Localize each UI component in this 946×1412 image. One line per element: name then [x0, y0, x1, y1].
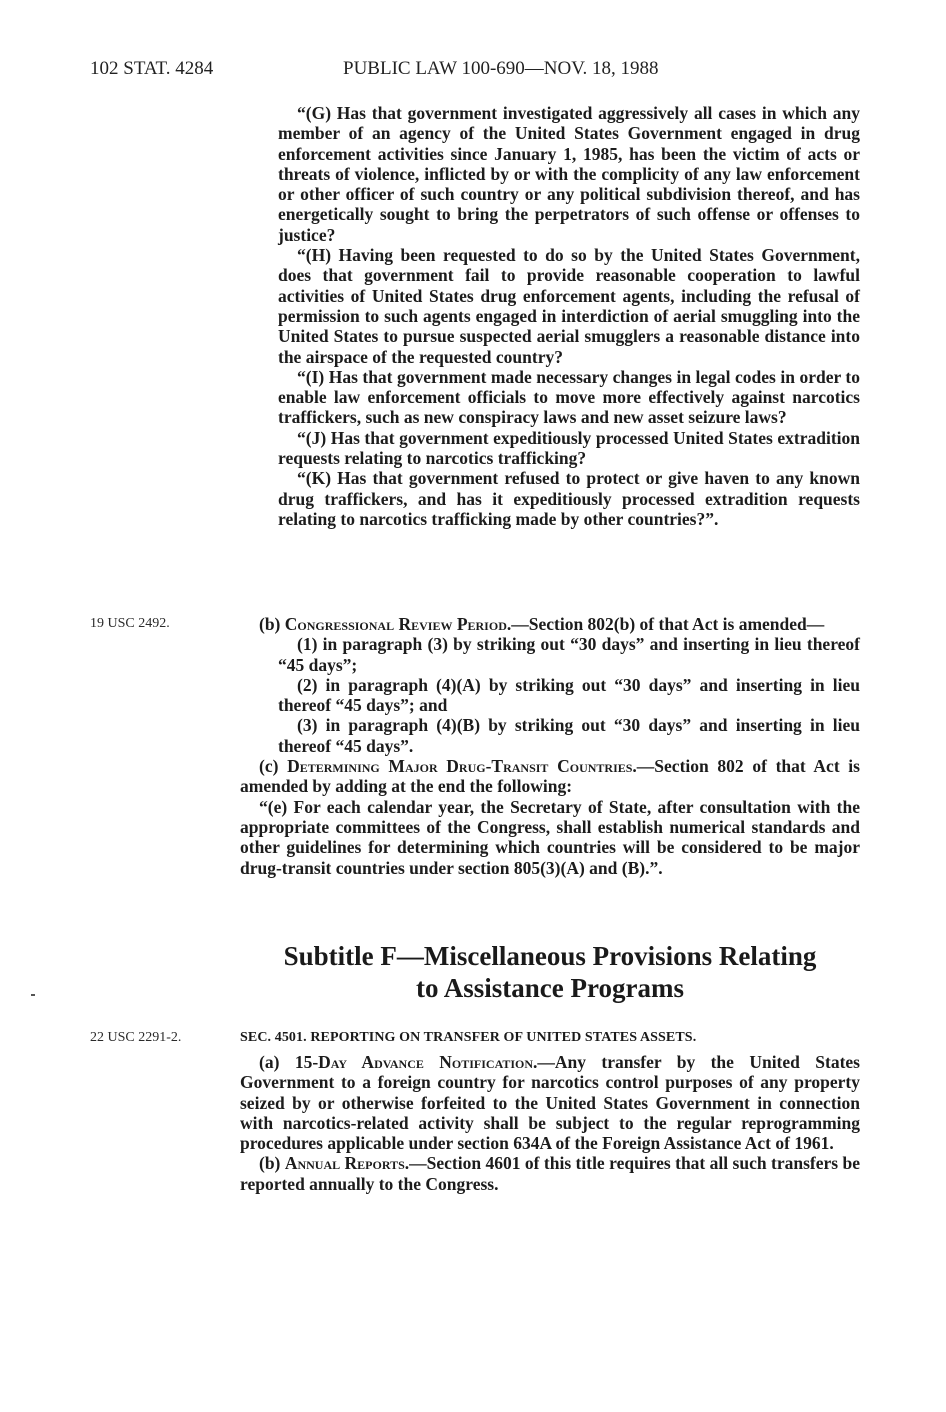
- section-4501-b-heading: Annual Reports.: [284, 1153, 410, 1174]
- section-4501-a-text: —Any transfer by the United States Government to a foreign country for narcotics control purposes of any property seized by or otherwise forfeited to the United States Government in connection with narcotics-related activity shall be subject to the regular reprogramming procedures applicable under section 634A of the Foreign Assistance Act of 1961.: [240, 1052, 860, 1154]
- page-stat-header: 102 STAT. 4284: [90, 58, 214, 79]
- question-h: “(H) Having been requested to do so by the United States Government, does that government fail to provide reasonable cooperation to lawful activities of United States drug enforcement agents, including the refusal of permission to such agents engaged in interdiction of aerial smuggling into the United States to pursue suspected aerial smugglers a reasonable distance into the airspace of the requested country?: [278, 245, 860, 367]
- subsection-b-items: [240, 634, 860, 756]
- section-4501-b-text: —Section 4601 of this title requires that all such transfers be reported annually to the Congress.: [240, 1153, 860, 1194]
- subsection-c: [240, 756, 860, 797]
- section-4501-body: [240, 1052, 860, 1194]
- section-4501-a-label: (a): [259, 1052, 280, 1072]
- section-4501-a-heading: 15-Day Advance Notification.: [294, 1052, 538, 1072]
- question-i: “(I) Has that government made necessary changes in legal codes in order to enable law enforcement officials to move more effectively against narcotics traffickers, such as new conspiracy laws and new asset seizure laws?: [278, 366, 860, 428]
- margin-note-19-usc: 19 USC 2492.: [90, 616, 170, 631]
- question-k: “(K) Has that government refused to protect or give haven to any known drug traffickers, and has it expeditiously processed extradition requests relating to narcotics trafficking made by other countries?”.: [278, 468, 860, 529]
- questions-block: [278, 103, 860, 529]
- subsection-b-label: (b): [259, 614, 281, 634]
- section-4501-b-label: (b): [259, 1153, 281, 1174]
- subsection-b: [240, 614, 860, 634]
- question-j: “(J) Has that government expeditiously processed United States extradition requests relating to narcotics trafficking?: [278, 427, 860, 469]
- subtitle-line-1: Subtitle F—Miscellaneous Provisions Relating: [283, 941, 817, 971]
- public-law-header: PUBLIC LAW 100-690—NOV. 18, 1988: [343, 58, 659, 79]
- margin-note-22-usc: 22 USC 2291-2.: [90, 1030, 182, 1045]
- subsection-b-text: —Section 802(b) of that Act is amended—: [511, 614, 825, 634]
- section-4501-b: [240, 1153, 860, 1194]
- subsection-b-item-1: (1) in paragraph (3) by striking out “30 days” and inserting in lieu thereof “45 days”;: [278, 634, 860, 675]
- subsection-c-text: —Section 802 of that Act is amended by adding at the end the following:: [240, 756, 860, 797]
- section-4501-heading: SEC. 4501. REPORTING ON TRANSFER OF UNITED STATES ASSETS.: [240, 1030, 697, 1045]
- scan-mark: [31, 994, 35, 996]
- subtitle-line-2: to Assistance Programs: [416, 973, 684, 1003]
- subsection-b-heading: Congressional Review Period.: [284, 614, 512, 634]
- subsection-b-item-2: (2) in paragraph (4)(A) by striking out “30 days” and inserting in lieu thereof “45 days”; and: [278, 674, 860, 716]
- subsection-c-quote: “(e) For each calendar year, the Secretary of State, after consultation with the appropriate committees of the Congress, shall establish numerical standards and other guidelines for determining which countries will be considered to be major drug-transit countries under section 805(3)(A) and (B).”.: [240, 796, 860, 878]
- section-4501-a: [240, 1052, 860, 1153]
- subtitle-heading: [240, 940, 860, 1004]
- amendments-block: [240, 614, 860, 878]
- subsection-c-heading: Determining Major Drug-Transit Countries.: [287, 756, 637, 777]
- question-g: “(G) Has that government investigated aggressively all cases in which any member of an agency of the United States Government engaged in drug enforcement activities since January 1, 1985, has been the victim of acts or threats of violence, inflicted by or with the complicity of any law enforcement or other officer of such country or any political subdivision thereof, and has energetically sought to bring the perpetrators of such offense or offenses to justice?: [278, 103, 860, 245]
- subsection-c-label: (c): [259, 756, 279, 777]
- subsection-b-item-3: (3) in paragraph (4)(B) by striking out “30 days” and inserting in lieu thereof “45 days”.: [278, 715, 860, 756]
